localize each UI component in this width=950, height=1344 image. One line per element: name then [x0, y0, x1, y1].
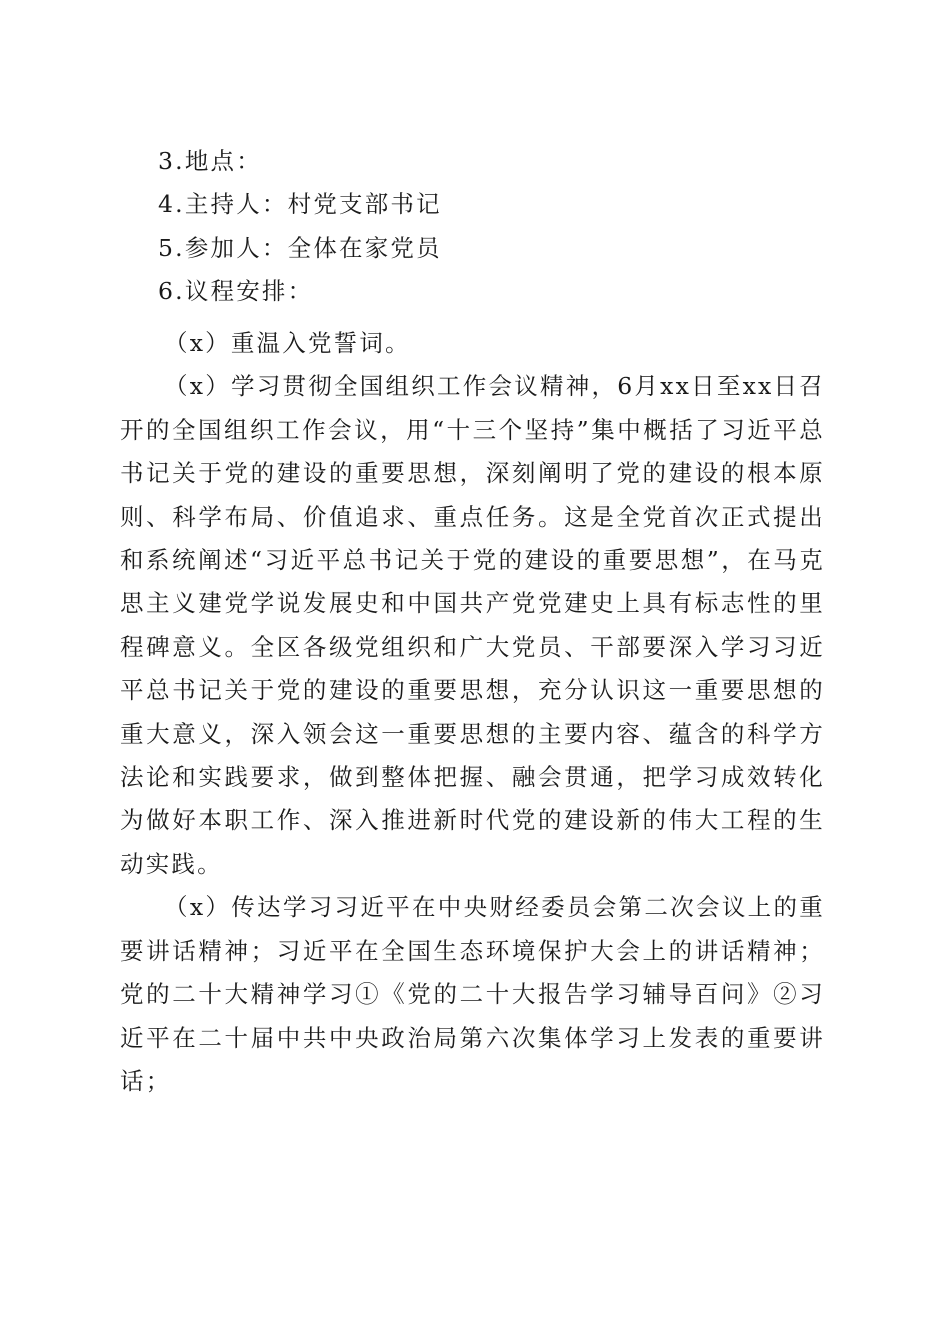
agenda-paragraphs	[120, 320, 825, 1103]
list-item-participants: 5.参加人：全体在家党员	[158, 233, 442, 262]
paragraph-organization-conference: （x）学习贯彻全国组织工作会议精神，6月xx日至xx日召开的全国组织工作会议，用“十三个坚持”集中概括了习近平总书记关于党的建设的重要思想，深刻阐明了党的建设的根本原则、科学布局、价值追求、重点任务。这是全党首次正式提出和系统阐述“习近平总书记关于党的建设的重要思想”，在马克思主义建党学说发展史和中国共产党党建史上具有标志性的里程碑意义。全区各级党组织和广大党员、干部要深入学习习近平总书记关于党的建设的重要思想，充分认识这一重要思想的重大意义，深入领会这一重要思想的主要内容、蕴含的科学方法论和实践要求，做到整体把握、融会贯通，把学习成效转化为做好本职工作、深入推进新时代党的建设新的伟大工程的生动实践。	[120, 372, 825, 878]
paragraph-speech-study: （x）传达学习习近平在中央财经委员会第二次会议上的重要讲话精神；习近平在全国生态环境保护大会上的讲话精神；党的二十大精神学习①《党的二十大报告学习辅导百问》②习近平在二十届中共中央政治局第六次集体学习上发表的重要讲话；	[120, 893, 825, 1095]
paragraph-oath: （x）重温入党誓词。	[164, 329, 411, 357]
agenda-list	[120, 140, 825, 314]
list-item-agenda: 6.议程安排：	[158, 277, 314, 306]
list-item-location: 3.地点：	[158, 147, 262, 175]
list-item-host: 4.主持人：村党支部书记	[158, 190, 442, 219]
